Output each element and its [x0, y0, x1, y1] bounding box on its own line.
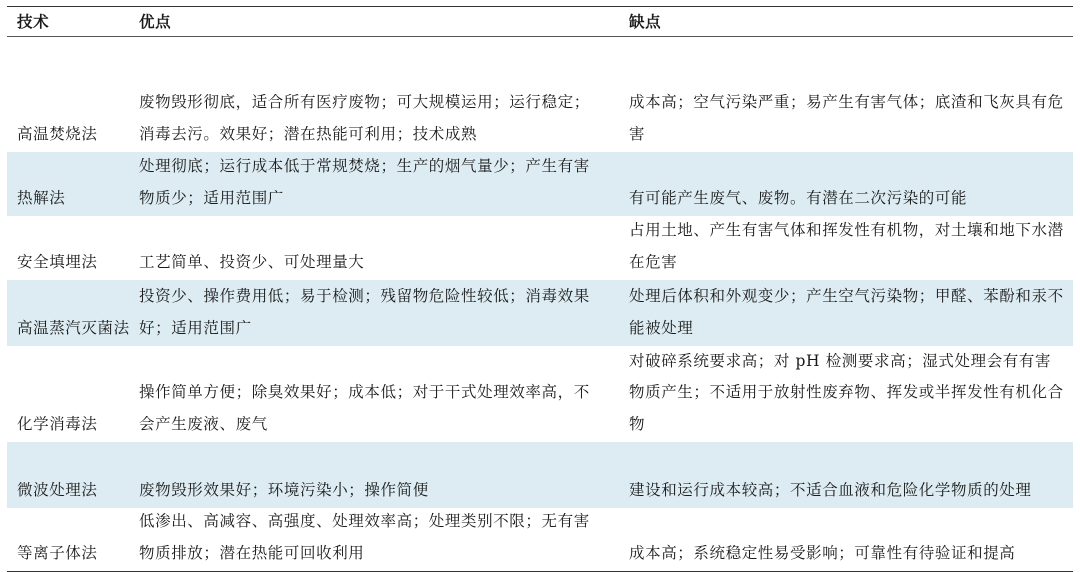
- table-row: [7, 280, 1073, 346]
- row-technology: 微波处理法: [17, 480, 98, 499]
- row-advantages: 处理彻底；运行成本低于常规焚烧；生产的烟气量少；产生有害物质少；适用范围广: [139, 157, 590, 207]
- row-advantages: 废物毁形效果好；环境污染小；操作简便: [139, 480, 429, 499]
- table-row: [7, 216, 1073, 280]
- row-technology: 高温蒸汽灭菌法: [17, 318, 130, 337]
- table-row: [7, 37, 1073, 152]
- row-disadvantages: 占用土地、产生有害气体和挥发性有机物，对土壤和地下水潜在危害: [629, 221, 1064, 271]
- row-advantages: 工艺简单、投资少、可处理量大: [139, 252, 365, 271]
- row-disadvantages: 对破碎系统要求高；对 pH 检测要求高；湿式处理会有有害物质产生；不适用于放射性废弃物、挥发或半挥发性有机化合物: [629, 351, 1064, 433]
- table-row: [7, 442, 1073, 508]
- table-header-row: [7, 7, 1073, 37]
- row-disadvantages: 成本高；空气污染严重；易产生有害气体；底渣和飞灰具有危害: [629, 93, 1064, 143]
- header-disadvantages: 缺点: [629, 11, 662, 31]
- row-technology: 化学消毒法: [17, 414, 98, 433]
- row-technology: 安全填埋法: [17, 252, 98, 271]
- row-disadvantages: 有可能产生废气、废物。有潜在二次污染的可能: [629, 188, 968, 207]
- table-row: [7, 346, 1073, 442]
- table-row: [7, 508, 1073, 571]
- row-advantages: 废物毁形彻底，适合所有医疗废物；可大规模运用；运行稳定；消毒去污。效果好；潜在热能可利用；技术成熟: [139, 93, 590, 143]
- row-advantages: 操作简单方便；除臭效果好；成本低；对于干式处理效率高，不会产生废液、废气: [139, 383, 590, 433]
- row-technology: 热解法: [17, 188, 66, 207]
- row-technology: 高温焚烧法: [17, 124, 98, 143]
- row-disadvantages: 处理后体积和外观变少；产生空气污染物；甲醛、苯酚和汞不能被处理: [629, 287, 1064, 337]
- row-disadvantages: 建设和运行成本较高；不适合血液和危险化学物质的处理: [629, 480, 1032, 499]
- row-technology: 等离子体法: [17, 543, 98, 562]
- header-technology: 技术: [17, 11, 50, 31]
- row-advantages: 低渗出、高减容、高强度、处理效率高；处理类别不限；无有害物质排放；潜在热能可回收利用: [139, 512, 590, 562]
- row-advantages: 投资少、操作费用低；易于检测；残留物危险性较低；消毒效果好；适用范围广: [139, 287, 590, 337]
- table-row: [7, 152, 1073, 216]
- header-advantages: 优点: [139, 11, 172, 31]
- row-disadvantages: 成本高；系统稳定性易受影响；可靠性有待验证和提高: [629, 543, 1016, 562]
- comparison-table: [7, 6, 1073, 572]
